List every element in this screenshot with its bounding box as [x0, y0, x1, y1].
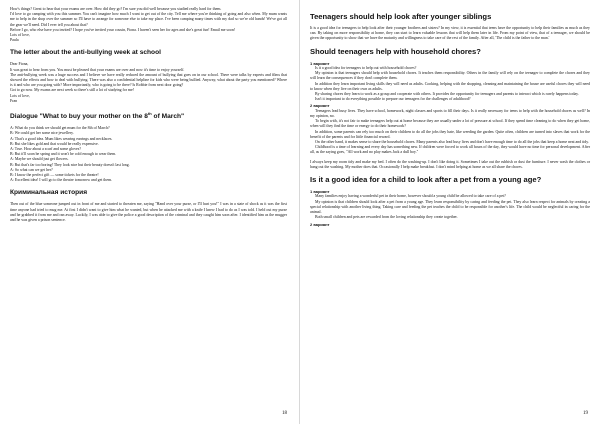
letter-signature: Paula [10, 38, 19, 43]
variant-label: 2 вариант [310, 103, 330, 109]
essay-paragraph: Teenagers lead busy lives. They have school, homework, night classes and sports to fill their days. Is it really necessary for teens to help with the household chores as well? In my opinion, no. [310, 108, 590, 119]
essay-paragraph: In addition, some parents can rely too much on their children to do all the jobs they hate, like weeding the garden. Quite often, children are turned into slaves that work for the benefit of the parents and for little financial reward. [310, 129, 590, 139]
dialogue-line: A: What do you think we should get mum for the 8th of March? [10, 126, 110, 131]
heading-siblings: Teenagers should help look after younger siblings [310, 12, 492, 21]
right-page [300, 0, 600, 424]
essay-paragraph: My opinion is that children should look after a pet from a young age. They learn responsibility by caring and feeding the pet. They also learn respect for animals by creating a special relationship with another living thing. Taking care and feeding the pet teaches the child to be responsible for another's life. The child would be neglectful in caring for the animal. [310, 199, 590, 215]
variant-label: 2 вариант [310, 221, 330, 227]
essay-paragraph: Isn't it important to do everything possible to prepare our teenagers for the challenges of adulthood? [315, 97, 471, 102]
essay-paragraph: Childhood is a time of learning and every day has something new. If children were forced to work all hours of the day, they would have no time for personal development. After all, as the saying goes, "All work and no play makes Jack a dull boy." [310, 145, 590, 155]
letter-paragraph: The anti-bullying week was a huge success and I believe we have really reduced the amount of bullying that goes on in our school. There were talks by experts and films that showed the effects and how to deal with bullying. There was also a confidential helpline for kids who were being bullied. Anyway, what about the party you mentioned? Where is it and who are you going with? More importantly, who is going to be there? Is Robbie from next door going? [10, 72, 287, 88]
heading-crime-story: Криминальная история [10, 189, 88, 197]
essay-paragraph: My opinion is that teenagers should help with household chores. It teaches them responsibility. Others in the family will rely on the teenager to complete the chores and they will learn the consequences if they don't complete them. [310, 71, 590, 81]
essay-paragraph: Many families enjoy having a wonderful pet in their home, however should a young child be allowed to take care of a pet? [315, 194, 506, 199]
heading-chores: Should teenagers help with household chores? [310, 46, 481, 56]
letter-paragraph: Before I go, who else have you invited? I hope you've invited your cousin, Fiona. I haven't seen her for ages and she's great fun! Email me soon! [10, 27, 236, 32]
essay-paragraph: I always keep my room tidy and make my bed. I often do the washing-up. I don't like doing it. Sometimes I take out the rubbish or dust the furniture. I never wash the clothes or hang out the washing. My mother does that. Occasionally I help make breakfast. I don't mind helping at home as we all share the chores. [310, 159, 590, 169]
dialogue-line: A: That's a good idea. Mum likes wearing earrings and necklaces. [10, 136, 113, 141]
essay-paragraph: On the other hand, it makes sense to share the household chores. Many parents also lead busy lives and don't have enough time to do all the jobs that keep a home neat and tidy. [315, 140, 589, 145]
dialogue-line: B: But it'll soon be spring and it won't be cold enough to wear them. [10, 152, 117, 157]
heading-dialogue: Dialogue "What to buy your mother on the 8th of March" [10, 111, 185, 121]
letter-paragraph: Got to go now. My exams are next week so there's still a lot of studying for me! [10, 88, 135, 93]
essay-paragraph: To begin with, it's not fair to make teenagers help out at home because they are usually under a lot of pressure at school. If they spend time cleaning to do when they get home, when will they find the time or energy to do their homework? [310, 119, 590, 129]
dialogue-line: A: So what can we get her? [10, 167, 53, 172]
letter-paragraph: It was great to hear from you. You must be pleased that your exams are over and now it's time to enjoy yourself. [10, 67, 185, 72]
dialogue-line: A: True. How about a scarf and some gloves? [10, 147, 81, 152]
dialogue-line: B: We could get her some nice jewellery. [10, 131, 74, 136]
dialogue-line: B: I know the perfect gift — some tickets for the theatre! [10, 173, 99, 178]
letter-greeting: Dear Fiona, [10, 62, 29, 67]
letter-signoff: Lots of love, [10, 33, 30, 38]
essay-paragraph: By sharing chores they learn to work as a group and cooperate with others. It provides the opportunity for teenagers and parents to interact which is rarely happens today. [315, 92, 579, 97]
letter-signature: Fran [10, 98, 18, 103]
essay-paragraph: Is it a good idea for teenagers to help out with household chores? [315, 66, 417, 71]
page-number: 18 [282, 411, 287, 416]
letter-paragraph: How's things? Great to hear that your exams are over. How did they go? I'm sure you did well because you studied really hard for them. [10, 7, 222, 11]
dialogue-line: A: Excellent idea! I will go to the theatre tomorrow and get them. [10, 178, 113, 183]
letter-signoff: Lots of love, [10, 93, 30, 98]
letter-paragraph: I'd love to go camping with you this summer. You can't imagine how much I want to get out of the city. Tell me where you're thinking of going and also when. My mum wants me to help in the shop over the summer so I'll have to arrange for someone else to take my place. I've been camping many times with my dad so we're old hands! We've got all the gear we'll need. Did I ever tell you about that? [10, 12, 287, 27]
heading-antibullying-letter: The letter about the anti-bullying week at school [10, 49, 161, 57]
variant-label: 1 вариант [310, 60, 330, 66]
heading-pet: Is it a good idea for a child to look after a pet from a young age? [310, 175, 542, 185]
crime-story-paragraph: Then out of the blue someone jumped out in front of me and started to threaten me, saying "Hand over your purse, or I'll hurt you!" I was in a state of shock as it was the first time anyone had tried to mug me. At first I didn't want to give him what he wanted, but when he attacked me with a knife I knew I had to do as I was told. I held out my purse and he grabbed it from me and ran away. Luckily, I was able to give the police a good description of the criminal and they caught him soon after. I identified him as the mugger and he was given a prison sentence. [10, 202, 287, 223]
dialogue-line: B: But she likes gold and that would be really expensive. [10, 141, 99, 146]
essay-paragraph: Both small children and pets are rewarded from the loving relationship they create together. [315, 215, 458, 220]
variant-label: 1 вариант [310, 189, 330, 195]
dialogue-line: A: Maybe we should just get flowers. [10, 157, 69, 162]
essay-paragraph: It is a good idea for teenagers to help look after their younger brothers and sisters? In my view, it is essential that teens have the opportunity to help their families as much as they can. By taking on more responsibility at home, they can start to learn valuable lessons that will help them later in life. From my point of view, that of a teenager, we should be given the opportunity to show that we have the maturity and willingness to take care of the rest of the family. After all, 'The child is the father to the man.' [310, 26, 590, 41]
dialogue-line: B: But that's far too boring! They look nice but their beauty doesn't last long. [10, 162, 130, 167]
page-number: 19 [583, 411, 588, 416]
essay-paragraph: In addition they learn important living skills they will need as adults. Cooking, helping with the shopping, cleaning and maintaining the house are useful chores they will need to know when they live on their own as adults. [310, 81, 590, 91]
